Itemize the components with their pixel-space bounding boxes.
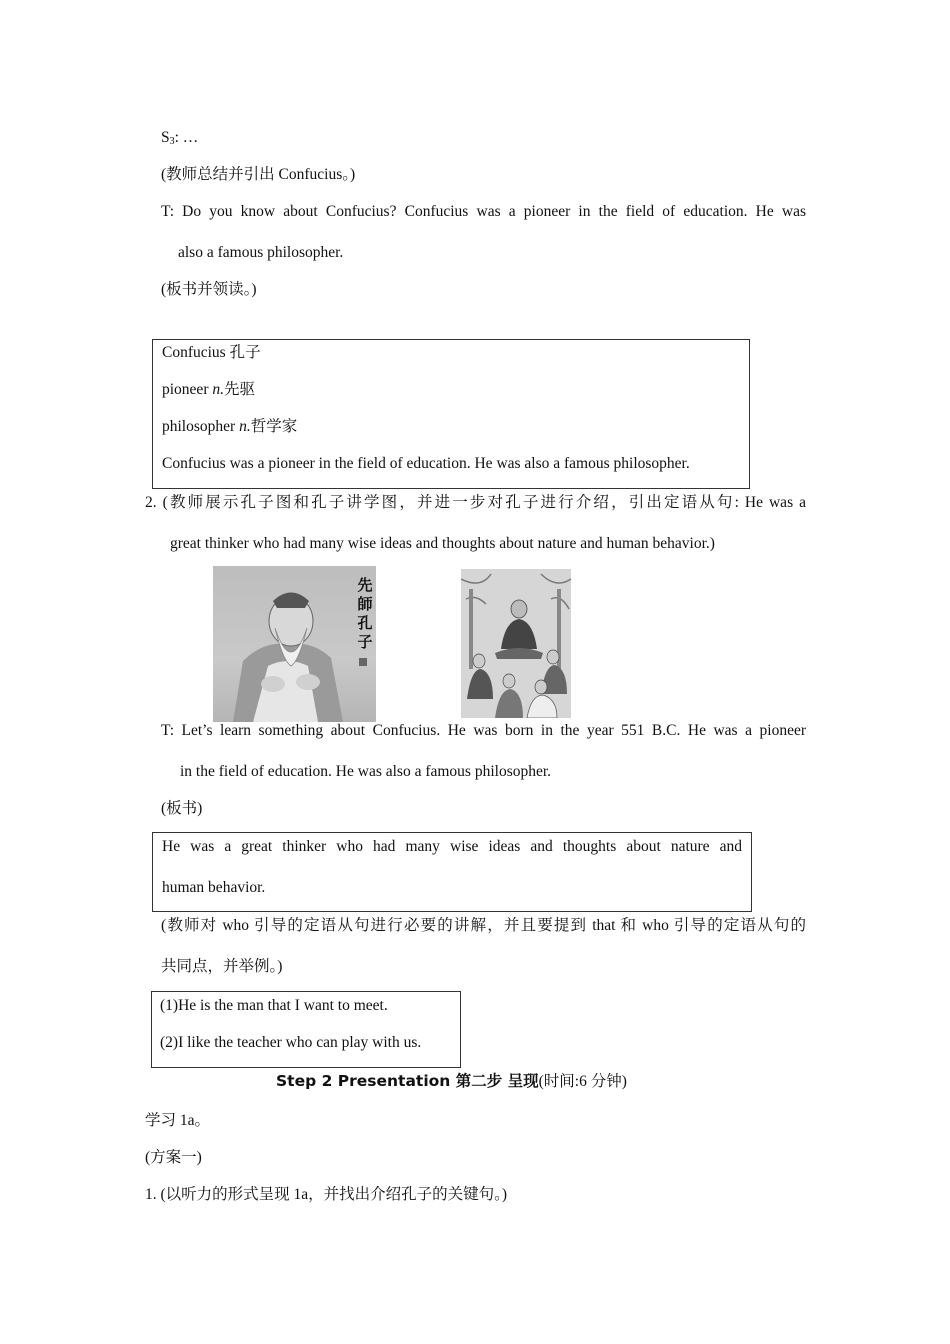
speaker-text: : … [174,129,199,146]
inscription-char: 孔 [357,614,373,632]
teacher-note-1: (教师总结并引出 Confucius。) [161,166,356,183]
board-note-1: (板书并领读。) [161,281,257,298]
vocab-pos: n. [239,418,251,435]
confucius-portrait-image [213,566,376,722]
inscription-char: 先 [357,576,373,594]
example-box [151,991,461,1068]
clause-box [152,832,752,912]
vocab-sentence: Confucius was a pioneer in the field of education. He was also a famous philosopher. [162,455,690,472]
vocab-word: philosopher [162,418,236,435]
vocab-pos: n. [212,381,224,398]
teacher-line-2b: in the field of education. He was also a famous philosopher. [180,763,552,780]
example-2: (2)I like the teacher who can play with us. [160,1034,422,1051]
step-2-heading [276,1071,627,1092]
speaker-subscript: 3 [169,136,175,147]
speaker-line-s3 [161,128,198,152]
vocab-meaning: 先驱 [223,381,255,398]
learn-1a: 学习 1a。 [145,1112,211,1129]
teacher-note-2-line-2: 共同点，并举例。) [161,958,283,975]
vocab-word: pioneer [162,381,209,398]
plan-1: (方案一) [145,1149,202,1166]
clause-line-1: He was a great thinker who had many wise ideas and thoughts about nature and [162,838,742,855]
item-2-line-2: great thinker who had many wise ideas and thoughts about nature and human behavior.) [170,535,715,552]
step-2-time-note: (时间:6 分钟) [538,1073,627,1090]
step-2-title: Step 2 Presentation 第二步 呈现 [276,1072,539,1090]
clause-line-2: human behavior. [162,879,266,896]
vocab-word: Confucius [162,344,226,361]
confucius-teaching-drawing [461,569,571,718]
teacher-note-2-line-1: (教师对 who 引导的定语从句进行必要的讲解，并且要提到 that 和 who 引导的定语从句的 [161,917,806,934]
teacher-line-2a: T: Let’s learn something about Confucius. He was born in the year 551 B.C. He was a pioneer [161,722,806,739]
item-1: 1. (以听力的形式呈现 1a，并找出介绍孔子的关键句。) [145,1186,508,1203]
teacher-line-1a: T: Do you know about Confucius? Confucius was a pioneer in the field of education. He was [161,203,806,220]
vocab-item-pioneer [162,380,255,400]
vocab-meaning: 孔子 [229,344,261,361]
inscription-char: 師 [357,595,373,613]
item-2-line-1: 2. (教师展示孔子图和孔子讲学图，并进一步对孔子进行介绍，引出定语从句: He was a [145,494,806,511]
vocab-item-confucius [162,343,261,363]
board-note-2: (板书) [161,800,203,817]
vocabulary-box [152,339,750,489]
confucius-portrait-drawing [213,566,376,722]
confucius-teaching-image [461,569,571,718]
example-1: (1)He is the man that I want to meet. [160,997,388,1014]
speaker-label: S [161,129,170,146]
vocab-item-philosopher [162,417,297,437]
portrait-inscription [355,576,375,652]
vocab-meaning: 哲学家 [250,418,298,435]
teacher-line-1b: also a famous philosopher. [178,244,344,261]
inscription-char: 子 [357,633,373,651]
